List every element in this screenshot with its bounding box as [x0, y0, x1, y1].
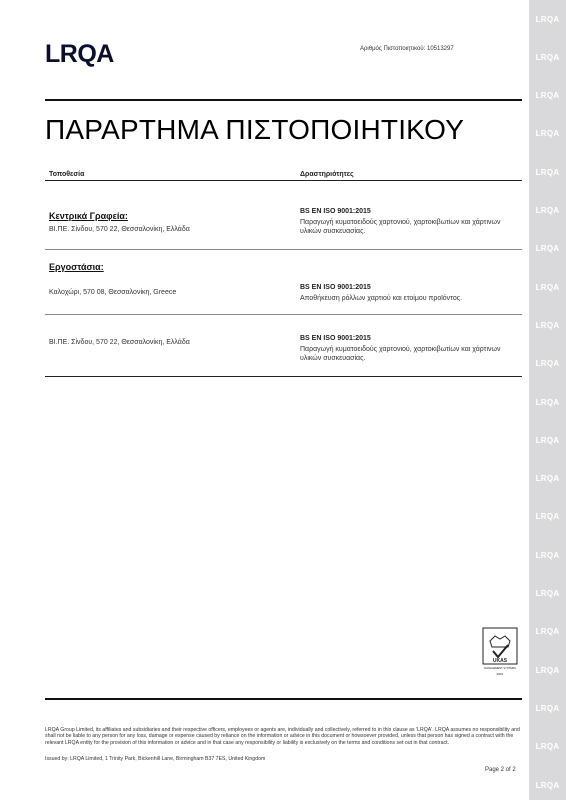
header-rule: [45, 99, 522, 101]
activity-text: Παραγωγή κυματοειδούς χαρτονιού, χαρτοκιβωτίων και χάρτινων υλικών συσκευασίας.: [300, 346, 501, 362]
certificate-number: Αριθμός Πιστοποιητικού: 10513297: [360, 46, 454, 52]
standard-label: BS EN ISO 9001:2015: [300, 335, 371, 342]
sidebar-lrqa-mark: LRQA: [535, 665, 560, 675]
column-header-rule: [45, 180, 522, 181]
standard-label: BS EN ISO 9001:2015: [300, 284, 371, 291]
column-header-activities: Δραστηριότητες: [300, 171, 354, 178]
sidebar-lrqa-mark: LRQA: [535, 780, 560, 790]
sidebar-lrqa-mark: LRQA: [535, 703, 560, 713]
lrqa-logo: LRQA: [45, 40, 114, 68]
sidebar-lrqa-mark: LRQA: [535, 435, 560, 445]
sidebar-lrqa-mark: LRQA: [535, 397, 560, 407]
sidebar-lrqa-mark: LRQA: [535, 14, 560, 24]
column-header-location: Τοποθεσία: [49, 171, 85, 178]
sidebar-lrqa-mark: LRQA: [535, 129, 560, 139]
issued-by-text: Issued by: LRQA Limited, 1 Trinity Park, Bickenhill Lane, Birmingham B37 7ES, United Kingdom: [45, 756, 266, 762]
sidebar-lrqa-mark: LRQA: [535, 244, 560, 254]
activity-text: Αποθήκευση ρόλλων χαρτιού και ετοίμου προϊόντος.: [300, 295, 463, 302]
sidebar-lrqa-mark: LRQA: [535, 589, 560, 598]
standard-label: BS EN ISO 9001:2015: [300, 208, 371, 215]
page-title: ΠΑΡΑΡΤΗΜΑ ΠΙΣΤΟΠΟΙΗΤΙΚΟΥ: [45, 114, 465, 145]
sidebar-lrqa-mark: LRQA: [535, 742, 560, 752]
footer-rule: [45, 698, 522, 700]
location-heading: Εργοστάσια:: [49, 262, 104, 272]
sidebar-lrqa-mark: LRQA: [535, 282, 560, 292]
location-heading: Κεντρικά Γραφεία:: [49, 211, 128, 221]
row-divider: [45, 249, 522, 250]
svg-text:UKAS: UKAS: [492, 658, 508, 664]
sidebar-lrqa-mark: LRQA: [535, 206, 560, 215]
location-address: ΒΙ.ΠΕ. Σίνδου, 570 22, Θεσσαλονίκη, Ελλάδα: [49, 226, 190, 233]
location-address: ΒΙ.ΠΕ. Σίνδου, 570 22, Θεσσαλονίκη, Ελλάδα: [49, 339, 190, 346]
page-number: Page 2 of 2: [485, 767, 516, 773]
sidebar-lrqa-mark: LRQA: [535, 474, 560, 484]
sidebar-lrqa-mark: LRQA: [535, 167, 560, 177]
sidebar-lrqa-mark: LRQA: [535, 550, 560, 560]
sidebar-lrqa-mark: LRQA: [535, 52, 560, 62]
svg-text:MANAGEMENT SYSTEMS: MANAGEMENT SYSTEMS: [484, 667, 516, 670]
sidebar-lrqa-mark: LRQA: [535, 320, 560, 330]
sidebar-lrqa-mark: LRQA: [535, 91, 560, 101]
sidebar-lrqa-mark: LRQA: [535, 512, 560, 522]
disclaimer-text: LRQA Group Limited, its affiliates and subsidiaries and their respective officers, employees or agents are, individually and collectively, referred to in this clause as 'LRQA'. LRQA assumes no responsibility and shall not be liable to any person for any loss, damage or expense caused by reliance on the information or advice in this document or howsoever provided, unless that person has signed a contract with the relevant LRQA entity for the provision of this information or advice and in that case any responsibility or liability is exclusively on the terms and conditions set out in that contract.: [45, 727, 520, 746]
table-bottom-rule: [45, 376, 522, 377]
svg-text:0001: 0001: [496, 672, 504, 676]
sidebar-lrqa-mark: LRQA: [535, 359, 560, 369]
activity-text: Παραγωγή κυματοειδούς χαρτονιού, χαρτοκιβωτίων και χάρτινων υλικών συσκευασίας.: [300, 219, 501, 235]
row-divider: [45, 314, 522, 315]
location-address: Καλοχώρι, 570 08, Θεσσαλονίκη, Greece: [49, 289, 177, 296]
ukas-accreditation-mark: [482, 627, 518, 677]
sidebar-lrqa-mark: LRQA: [535, 627, 560, 637]
